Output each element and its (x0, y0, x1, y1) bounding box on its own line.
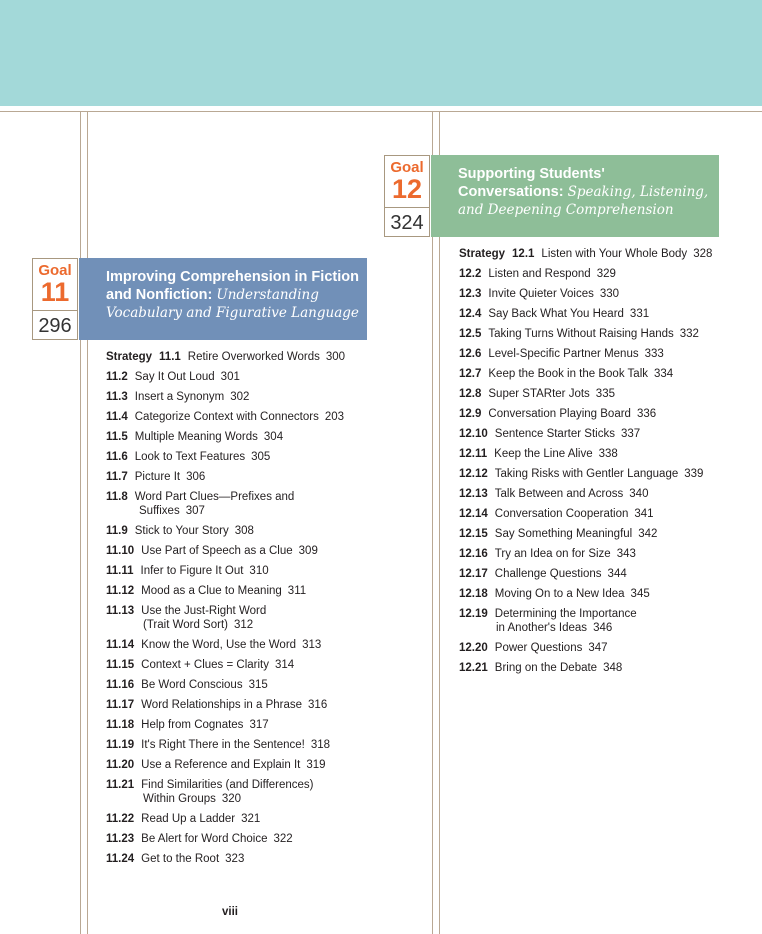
strategy-number: 12.18 (459, 588, 488, 600)
strategy-title: Help from Cognates (141, 719, 244, 731)
strategy-title: Say Back What You Heard (488, 308, 624, 320)
strategy-number: 12.15 (459, 528, 488, 540)
title-subtitle: Vocabulary and Figurative Language (106, 305, 359, 321)
toc-entry (459, 427, 712, 441)
strategy-page: 338 (598, 448, 618, 460)
strategy-title: Find Similarities (and Differences) (141, 779, 314, 791)
strategy-page: 305 (251, 451, 271, 463)
strategy-number: 11.13 (106, 605, 135, 617)
strategy-title: Say It Out Loud (134, 371, 215, 383)
strategy-number: 12.7 (459, 368, 482, 380)
goal-number: 11 (40, 277, 70, 307)
strategy-page: 203 (324, 411, 345, 423)
column-rule (80, 111, 81, 934)
goal-number: 12 (391, 174, 423, 204)
page-folio: viii (222, 906, 238, 918)
strategy-page: 323 (225, 853, 245, 865)
toc-entry (459, 447, 712, 461)
strategy-page: 318 (310, 739, 331, 751)
goal-12-title (431, 155, 719, 237)
strategy-number: 12.19 (459, 608, 488, 620)
strategy-number: 11.14 (106, 639, 135, 651)
strategy-title: Use the Just-Right Word (141, 605, 267, 617)
strategy-title: Power Questions (494, 642, 583, 654)
toc-entry (106, 370, 345, 384)
goal-page-number: 324 (390, 212, 424, 234)
strategy-number: 11.3 (106, 391, 128, 403)
title-subtitle: Understanding (216, 287, 319, 303)
strategy-page: 300 (325, 351, 346, 363)
goal-12-badge (384, 155, 430, 237)
toc-entry (106, 430, 345, 444)
strategy-number: 11.7 (106, 471, 128, 483)
strategy-title: Conversation Playing Board (488, 408, 631, 420)
strategy-page: 314 (275, 659, 295, 671)
strategy-page: 309 (298, 545, 318, 557)
strategy-number: 11.1 (159, 351, 181, 363)
toc-entry (106, 718, 345, 732)
strategy-number: Strategy (106, 351, 153, 363)
strategy-title: Be Alert for Word Choice (141, 833, 268, 845)
strategy-page: 337 (620, 428, 641, 440)
goal-11-badge (32, 258, 78, 340)
strategy-title: Try an Idea on for Size (494, 548, 611, 560)
strategy-title: Talk Between and Across (494, 488, 624, 500)
strategy-title-continued (106, 504, 345, 518)
strategy-title: Keep the Book in the Book Talk (488, 368, 649, 380)
strategy-number: 11.18 (106, 719, 135, 731)
strategy-page: 311 (287, 585, 307, 597)
toc-entry (106, 524, 345, 538)
strategy-title: Look to Text Features (134, 451, 246, 463)
strategy-number: 11.21 (106, 779, 135, 791)
strategy-title: Insert a Synonym (134, 391, 225, 403)
strategy-number: 11.4 (106, 411, 128, 423)
strategy-number: 11.15 (106, 659, 135, 671)
strategy-number: 12.3 (459, 288, 482, 300)
strategy-page: 302 (230, 391, 250, 403)
strategy-number: 11.23 (106, 833, 135, 845)
strategy-page: 332 (679, 328, 699, 340)
goal-page-number: 296 (38, 315, 72, 337)
goal-11-title (79, 258, 367, 340)
strategy-title: Bring on the Debate (494, 662, 598, 674)
strategy-page: 335 (595, 388, 615, 400)
toc-entry (106, 738, 345, 752)
strategy-title: Suffixes (139, 505, 180, 517)
strategy-number: 12.4 (459, 308, 482, 320)
strategy-page: 330 (599, 288, 620, 300)
strategy-page: 345 (630, 588, 650, 600)
strategy-title: Retire Overworked Words (187, 351, 320, 363)
toc-entry (106, 638, 345, 652)
strategy-title: Use Part of Speech as a Clue (141, 545, 293, 557)
toc-entry (106, 490, 345, 518)
strategy-page: 347 (588, 642, 608, 654)
strategy-number: 12.9 (459, 408, 482, 420)
title-subtitle: and Deepening Comprehension (458, 202, 674, 218)
strategy-number: 12.6 (459, 348, 482, 360)
strategy-page: 301 (220, 371, 240, 383)
strategy-page: 340 (629, 488, 649, 500)
toc-entry (459, 267, 712, 281)
toc-entry (106, 852, 345, 866)
strategy-number: 12.12 (459, 468, 488, 480)
toc-entry (106, 544, 345, 558)
toc-entry (459, 367, 712, 381)
strategy-title: Say Something Meaningful (494, 528, 633, 540)
strategy-number: 11.5 (106, 431, 128, 443)
toc-entry (459, 587, 712, 601)
strategy-page: 333 (644, 348, 664, 360)
strategy-title: Infer to Figure It Out (140, 565, 244, 577)
toc-entry (106, 658, 345, 672)
title-text: Conversations: (458, 184, 568, 200)
strategy-page: 312 (233, 619, 254, 631)
strategy-number: 12.10 (459, 428, 488, 440)
strategy-title-continued (106, 618, 345, 632)
strategy-title: Super STARter Jots (488, 388, 590, 400)
strategy-title: Conversation Cooperation (494, 508, 629, 520)
strategy-number: 11.17 (106, 699, 135, 711)
strategy-title: Multiple Meaning Words (134, 431, 258, 443)
strategy-title: It's Right There in the Sentence! (141, 739, 305, 751)
strategy-number: 12.5 (459, 328, 482, 340)
toc-entry (459, 567, 712, 581)
strategy-number: 12.20 (459, 642, 488, 654)
strategy-number: 11.19 (106, 739, 135, 751)
title-line: Improving Comprehension in Fiction (106, 269, 359, 285)
strategy-page: 315 (248, 679, 268, 691)
toc-entry (459, 507, 712, 521)
strategy-page: 346 (593, 622, 613, 634)
strategy-page: 310 (249, 565, 269, 577)
strategy-number: 11.2 (106, 371, 128, 383)
strategy-number: 12.17 (459, 568, 488, 580)
strategy-number: 11.22 (106, 813, 135, 825)
strategy-title-continued (459, 621, 712, 635)
strategy-page: 343 (616, 548, 636, 560)
strategy-title: Keep the Line Alive (494, 448, 593, 460)
strategy-number: 12.2 (459, 268, 482, 280)
strategy-title: Challenge Questions (494, 568, 602, 580)
strategy-title: Moving On to a New Idea (494, 588, 625, 600)
goal-label: Goal (390, 159, 424, 176)
toc-entry (459, 407, 712, 421)
toc-entry (106, 604, 345, 632)
strategy-title: Categorize Context with Connectors (134, 411, 319, 423)
toc-entry (459, 547, 712, 561)
title-subtitle: Speaking, Listening, (567, 184, 709, 200)
strategy-title-continued (106, 792, 345, 806)
strategy-title: Get to the Root (141, 853, 220, 865)
goal-label: Goal (38, 262, 72, 279)
toc-entry (106, 350, 345, 364)
toc-entry (459, 527, 712, 541)
strategy-page: 334 (654, 368, 674, 380)
strategy-title: Sentence Starter Sticks (494, 428, 615, 440)
strategy-number: Strategy (459, 248, 506, 260)
strategy-page: 321 (241, 813, 261, 825)
toc-entry (106, 450, 345, 464)
strategy-number: 11.16 (106, 679, 135, 691)
strategy-title: Use a Reference and Explain It (141, 759, 301, 771)
toc-entry (459, 387, 712, 401)
strategy-page: 306 (186, 471, 206, 483)
strategy-title: Be Word Conscious (141, 679, 243, 691)
toc-entry (459, 327, 712, 341)
strategy-page: 322 (273, 833, 293, 845)
strategy-title: Determining the Importance (494, 608, 637, 620)
strategy-page: 316 (308, 699, 328, 711)
toc-entry (106, 758, 345, 772)
strategy-page: 313 (302, 639, 322, 651)
strategy-title: in Another's Ideas (496, 622, 588, 634)
strategy-page: 304 (263, 431, 284, 443)
strategy-page: 320 (221, 793, 242, 805)
toc-entry (106, 584, 345, 598)
strategy-number: 12.11 (459, 448, 488, 460)
strategy-title: Taking Risks with Gentler Language (494, 468, 679, 480)
strategy-number: 11.10 (106, 545, 135, 557)
strategy-title: Mood as a Clue to Meaning (141, 585, 282, 597)
toc-entry (106, 678, 345, 692)
title-text: and Nonfiction: (106, 287, 217, 303)
toc-entry (106, 812, 345, 826)
strategy-number: 11.8 (106, 491, 128, 503)
strategy-title: Context + Clues = Clarity (141, 659, 269, 671)
strategy-page: 344 (607, 568, 627, 580)
strategy-page: 339 (684, 468, 704, 480)
strategy-number: 12.21 (459, 662, 488, 674)
strategy-title: Read Up a Ladder (141, 813, 236, 825)
toc-entry (106, 390, 345, 404)
column-rule (87, 111, 88, 934)
strategy-title: Stick to Your Story (134, 525, 229, 537)
strategy-page: 307 (185, 505, 205, 517)
strategy-number: 12.16 (459, 548, 488, 560)
toc-entry (459, 641, 712, 655)
goal-11-strategy-list (106, 350, 345, 872)
title-line (458, 183, 719, 201)
strategy-title: Know the Word, Use the Word (141, 639, 297, 651)
strategy-title: Level-Specific Partner Menus (488, 348, 639, 360)
strategy-title: Listen and Respond (488, 268, 591, 280)
strategy-page: 319 (306, 759, 326, 771)
strategy-page: 308 (234, 525, 254, 537)
toc-entry (106, 470, 345, 484)
strategy-number: 11.9 (106, 525, 128, 537)
toc-entry (459, 287, 712, 301)
strategy-page: 336 (636, 408, 657, 420)
title-line: Supporting Students' (458, 166, 605, 182)
strategy-title: Word Part Clues—Prefixes and (134, 491, 295, 503)
strategy-page: 348 (603, 662, 623, 674)
header-band (0, 0, 762, 106)
strategy-number: 11.11 (106, 565, 134, 577)
toc-entry (106, 778, 345, 806)
toc-entry (459, 487, 712, 501)
strategy-page: 317 (249, 719, 269, 731)
strategy-page: 341 (634, 508, 654, 520)
strategy-title: Within Groups (143, 793, 216, 805)
strategy-number: 11.20 (106, 759, 135, 771)
header-rule (0, 111, 762, 112)
strategy-title: Word Relationships in a Phrase (141, 699, 303, 711)
strategy-title: Invite Quieter Voices (488, 288, 594, 300)
strategy-title: Listen with Your Whole Body (541, 248, 688, 260)
strategy-number: 12.1 (512, 248, 535, 260)
strategy-page: 328 (693, 248, 713, 260)
toc-entry (459, 307, 712, 321)
strategy-number: 11.24 (106, 853, 135, 865)
strategy-page: 329 (596, 268, 616, 280)
strategy-number: 11.6 (106, 451, 128, 463)
strategy-title: Taking Turns Without Raising Hands (488, 328, 674, 340)
toc-entry (106, 410, 345, 424)
strategy-number: 12.13 (459, 488, 488, 500)
toc-entry (459, 347, 712, 361)
strategy-page: 331 (629, 308, 650, 320)
strategy-page: 342 (638, 528, 658, 540)
strategy-number: 12.14 (459, 508, 488, 520)
toc-entry (459, 661, 712, 675)
toc-entry (459, 247, 712, 261)
strategy-title: Picture It (134, 471, 181, 483)
title-line (106, 286, 367, 304)
toc-entry (106, 698, 345, 712)
toc-entry (459, 467, 712, 481)
goal-12-strategy-list (459, 247, 712, 681)
toc-entry (106, 564, 345, 578)
toc-entry (106, 832, 345, 846)
strategy-title: (Trait Word Sort) (143, 619, 228, 631)
strategy-number: 12.8 (459, 388, 482, 400)
strategy-number: 11.12 (106, 585, 135, 597)
toc-entry (459, 607, 712, 635)
